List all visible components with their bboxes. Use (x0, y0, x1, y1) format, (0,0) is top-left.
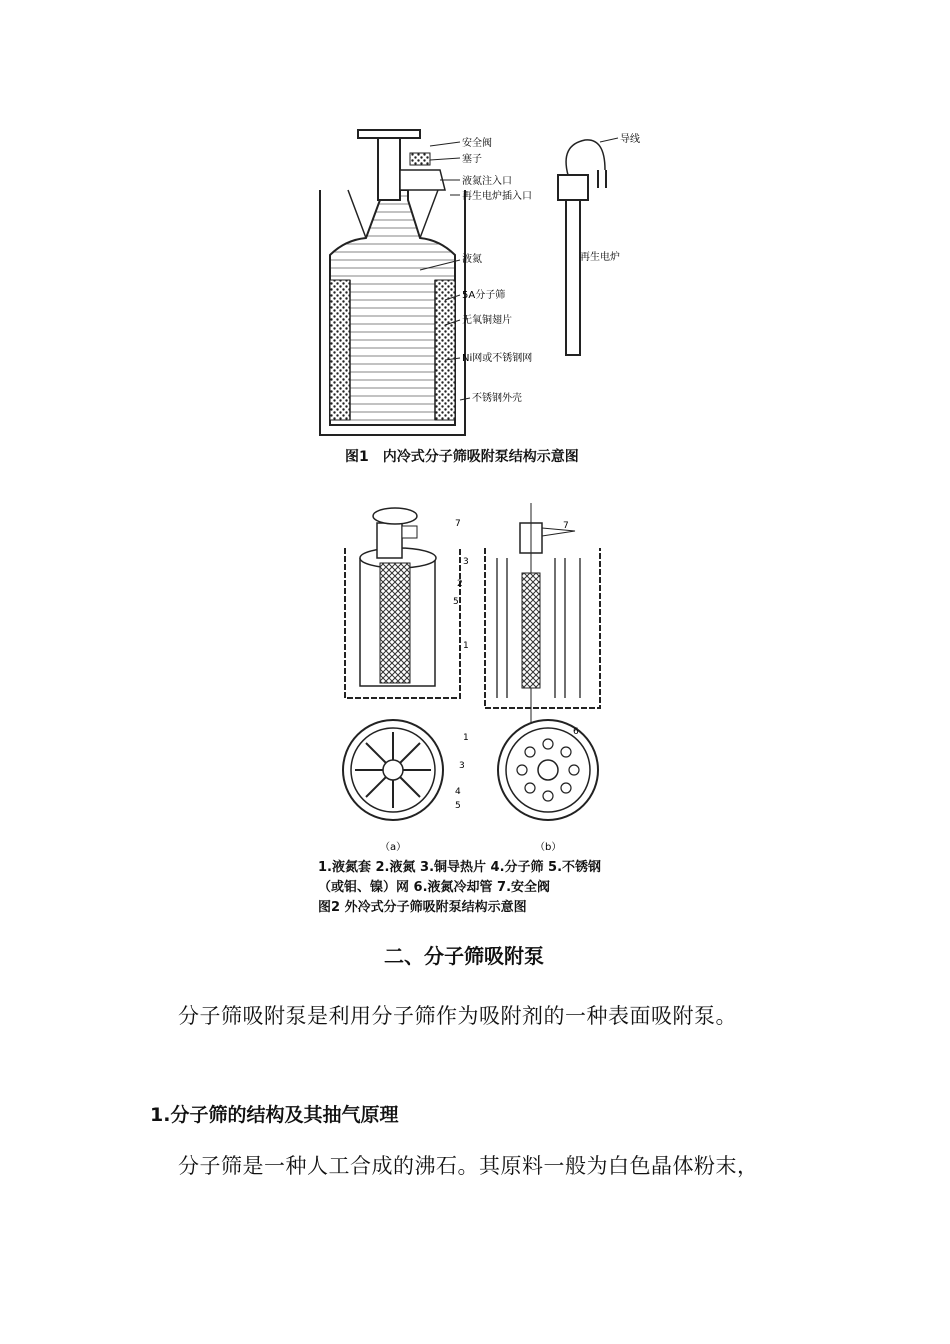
subsection-heading: 1.分子筛的结构及其抽气原理 (150, 1104, 399, 1126)
label-fins: 无氧铜翅片 (462, 315, 512, 326)
subfig-b-label: （b） (535, 842, 562, 853)
label-5a-sieve: 5A分子筛 (462, 290, 506, 301)
label-mesh: Ni网或不锈钢网 (462, 353, 533, 364)
figure-2-legend-line2: （或钼、镍）网 6.液氮冷却管 7.安全阀 (318, 880, 551, 895)
label-plug: 塞子 (462, 154, 482, 165)
subfig-a-label: （a） (380, 842, 407, 853)
label-heater-inlet: 再生电炉插入口 (462, 191, 532, 202)
callout-a-5: 5 (453, 597, 459, 607)
callout-a-7: 7 (455, 519, 461, 529)
label-safety-valve: 安全阀 (462, 138, 492, 149)
callout-a-2: 2 (457, 579, 463, 589)
callout-circ-5: 5 (455, 801, 461, 811)
callout-a-1: 1 (463, 641, 469, 651)
figure-1-caption: 图1 内冷式分子筛吸附泵结构示意图 (345, 449, 579, 465)
figure-2-caption: 图2 外冷式分子筛吸附泵结构示意图 (318, 900, 527, 915)
body-paragraph: 分子筛是一种人工合成的沸石。其原料一般为白色晶体粉末， (178, 1154, 759, 1178)
label-heater: 再生电炉 (580, 252, 620, 263)
callout-circ-1: 1 (463, 733, 469, 743)
callout-b-7: 7 (563, 521, 569, 531)
label-wire: 导线 (620, 134, 640, 145)
figure-1-diagram (300, 120, 660, 450)
callout-circ-6: 6 (573, 727, 579, 737)
figure-2-diagram (335, 498, 635, 858)
callout-a-3: 3 (463, 557, 469, 567)
callout-circ-3: 3 (459, 761, 465, 771)
label-shell: 不锈钢外壳 (472, 393, 522, 404)
callout-circ-4: 4 (455, 787, 461, 797)
figure-2-legend-line1: 1.液氮套 2.液氮 3.铜导热片 4.分子筛 5.不锈钢 (318, 860, 602, 875)
label-ln2: 液氮 (462, 254, 482, 265)
section-heading: 二、分子筛吸附泵 (384, 944, 544, 968)
intro-paragraph: 分子筛吸附泵是利用分子筛作为吸附剂的一种表面吸附泵。 (178, 1004, 737, 1028)
label-ln2-inlet: 液氮注入口 (462, 176, 512, 187)
